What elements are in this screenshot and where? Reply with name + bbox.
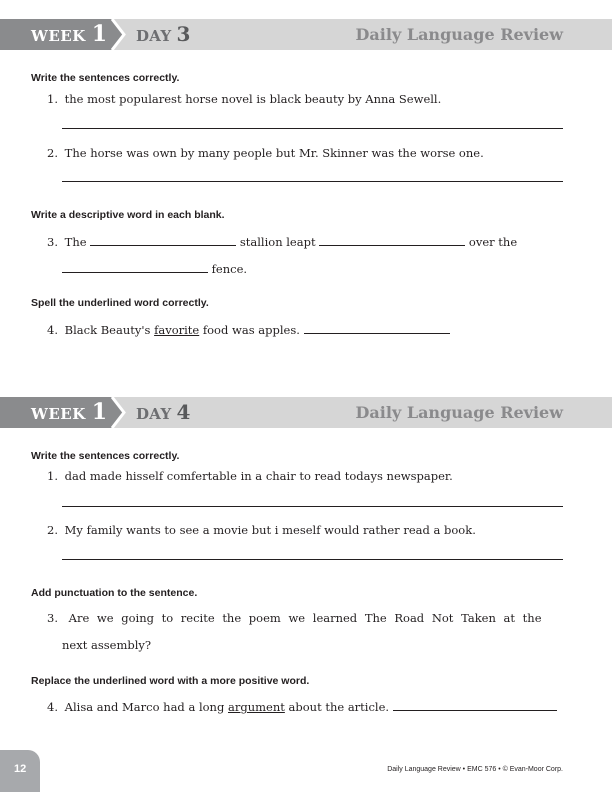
exercise-item-1: 1. the most popularest horse novel is black beauty by Anna Sewell. xyxy=(47,92,442,106)
exercise-item-4: 4. Black Beauty's favorite food was apples. xyxy=(47,322,450,337)
instruction-write-correctly: Write the sentences correctly. xyxy=(31,72,180,84)
exercise-item-3-cont: next assembly? xyxy=(62,638,152,652)
lesson-banner-day4 xyxy=(0,397,612,428)
exercise-item-3: 3. The stallion leapt over the xyxy=(47,235,518,249)
week-label: WEEK 1 xyxy=(31,399,108,425)
underlined-word: favorite xyxy=(154,323,200,337)
fill-blank[interactable] xyxy=(304,322,450,334)
exercise-item-3: 3. Are we going to recite the poem we learned The Road Not Taken at the xyxy=(47,611,542,625)
fill-blank[interactable] xyxy=(62,261,208,273)
answer-line[interactable] xyxy=(62,506,563,507)
instruction-write-correctly: Write the sentences correctly. xyxy=(31,450,180,462)
instruction-descriptive-word: Write a descriptive word in each blank. xyxy=(31,209,225,221)
day-number: 3 xyxy=(176,22,191,46)
page-number: 12 xyxy=(14,763,27,775)
day-number: 4 xyxy=(176,400,191,424)
week-number: 1 xyxy=(91,21,108,47)
answer-line[interactable] xyxy=(62,128,563,129)
underlined-word: argument xyxy=(227,700,285,714)
review-title: Daily Language Review xyxy=(355,403,563,422)
lesson-banner-day3 xyxy=(0,19,612,50)
instruction-add-punctuation: Add punctuation to the sentence. xyxy=(31,587,198,599)
answer-line[interactable] xyxy=(62,181,563,182)
fill-blank[interactable] xyxy=(319,234,465,246)
exercise-item-4: 4. Alisa and Marco had a long argument about the article. xyxy=(47,699,557,714)
instruction-spell-underlined: Spell the underlined word correctly. xyxy=(31,297,209,309)
exercise-item-3-cont: fence. xyxy=(62,261,247,276)
answer-line[interactable] xyxy=(62,559,563,560)
week-label: WEEK 1 xyxy=(31,21,108,47)
exercise-item-2: 2. The horse was own by many people but Mr. Skinner was the worse one. xyxy=(47,146,484,160)
week-number: 1 xyxy=(91,399,108,425)
exercise-item-2: 2. My family wants to see a movie but i meself would rather read a book. xyxy=(47,523,476,537)
review-title: Daily Language Review xyxy=(355,25,563,44)
instruction-replace-word: Replace the underlined word with a more positive word. xyxy=(31,675,310,687)
day-label: DAY 4 xyxy=(136,400,191,424)
day-label: DAY 3 xyxy=(136,22,191,46)
exercise-item-1: 1. dad made hisself comfertable in a chair to read todays newspaper. xyxy=(47,469,453,483)
footer-credit: Daily Language Review • EMC 576 • © Evan-Moor Corp. xyxy=(387,766,563,773)
fill-blank[interactable] xyxy=(90,234,236,246)
fill-blank[interactable] xyxy=(393,699,557,711)
